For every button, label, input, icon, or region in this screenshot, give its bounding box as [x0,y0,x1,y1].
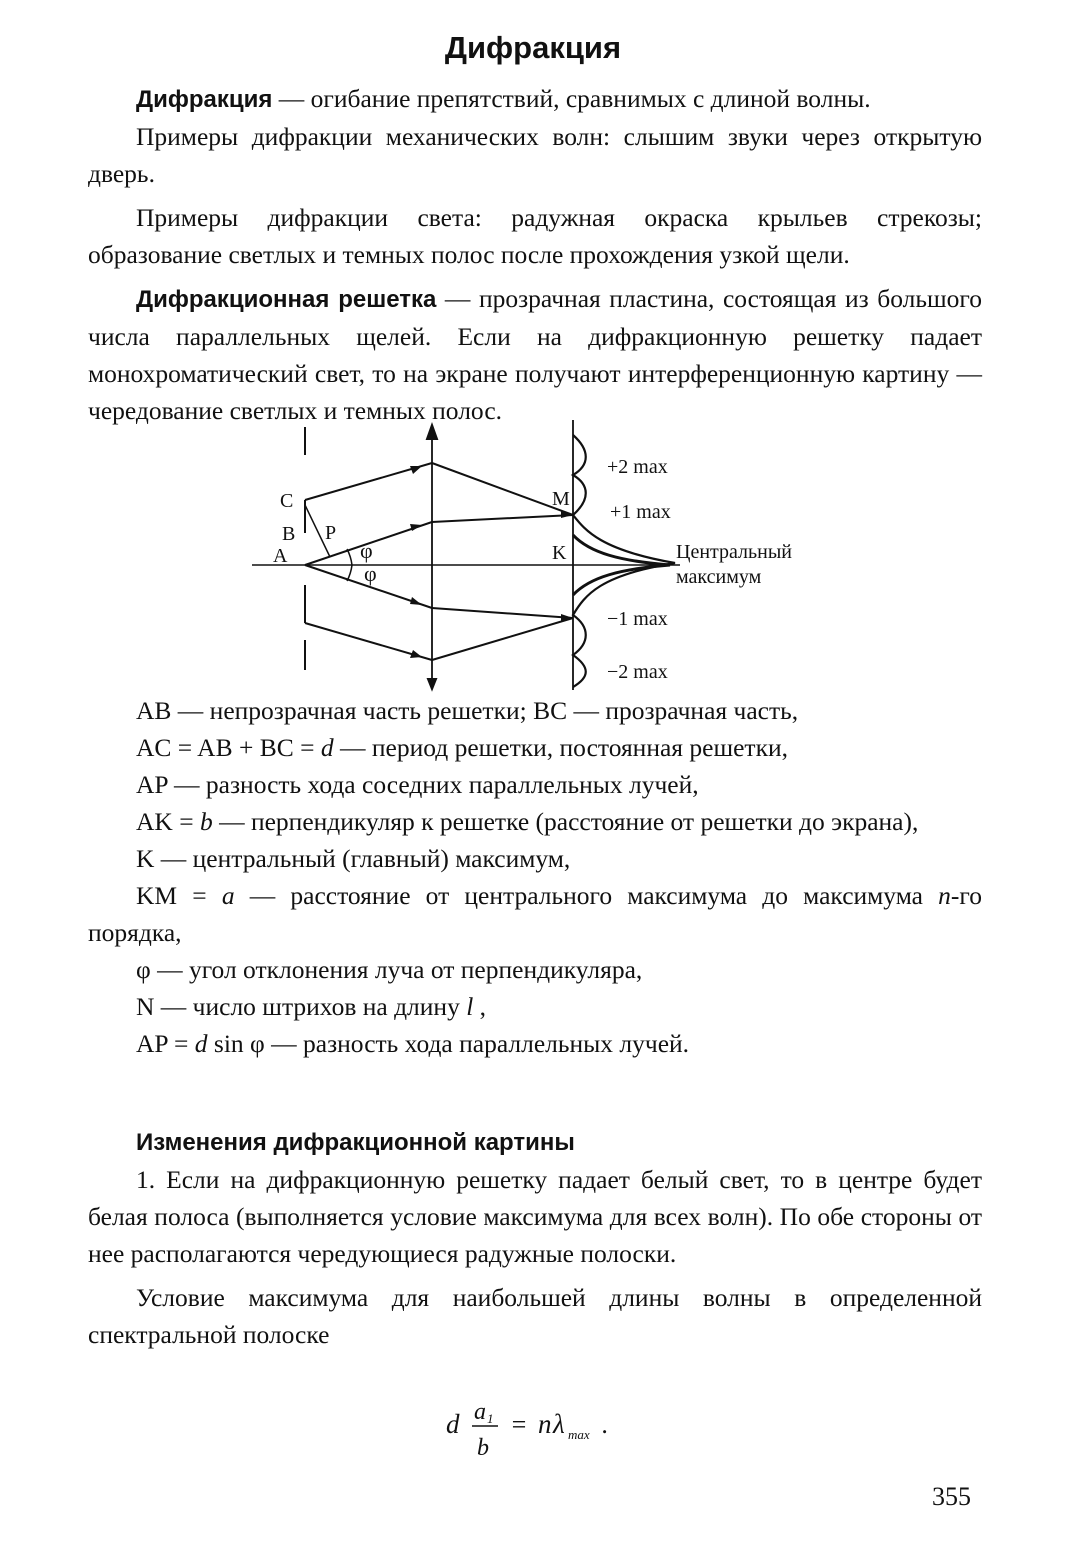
definition-ab: AB — непрозрачная часть решетки; BC — прозрачная часть, [136,696,799,725]
label-k: K [552,542,567,564]
section-paragraph-1: 1. Если на дифракционную решетку падает белый свет, то в центре будет белая полоса (выполняется условие максимума для всех волн). По обе стороны от нее располагаются чередующиеся радужные полоски. [88,1165,982,1268]
angle-arc-2 [347,565,352,581]
definition-ap: AP — разность хода соседних параллельных лучей, [136,770,699,799]
formula-a-sub: 1 [487,1411,494,1426]
label-phi-top: φ [360,538,373,563]
page-number: 355 [932,1482,971,1511]
arrowhead-4 [410,650,422,658]
label-phi-bottom: φ [364,561,377,586]
definition-phi: φ — угол отклонения луча от перпендикуляра, [136,955,643,984]
label-central-1: Центральный [676,541,793,563]
intro-text [88,80,982,429]
definition-ac: AC = AB + BC = d — период решетки, постоянная решетки, [136,733,788,762]
arrowhead-1 [410,466,422,474]
page-title: Дифракция [444,30,622,65]
label-m: M [552,488,570,510]
formula-equals: = [510,1410,528,1439]
formula-n: n [538,1409,552,1439]
section-changes [88,1124,982,1353]
ray-3b [432,608,573,618]
max-condition-formula [440,1395,640,1465]
formula-period: . [602,1410,609,1439]
formula-sub-max: max [568,1427,590,1442]
label-minus2-max: −2 max [607,661,668,683]
ray-4b [432,618,573,660]
formula-a: a [474,1399,486,1425]
definitions-list [88,692,982,1062]
paragraph-light: Примеры дифракции света: радужная окраска крыльев стрекозы; образование светлых и темных полос после прохождения узкой щели. [88,203,982,269]
arrowhead-3 [410,597,422,605]
diagram-svg [240,415,840,695]
diffraction-diagram [240,415,840,695]
paragraph-grating: Дифракционная решетка — прозрачная пластина, состоящая из большого числа параллельных щелей. Если на дифракционную решетку падает монохроматический свет, то на экране получают интерференционную картину — чередование светлых и темных полос. [88,284,982,425]
formula-b: b [477,1435,489,1461]
ray-2b [432,515,573,522]
section-heading: Изменения дифракционной картины [136,1129,575,1156]
label-a: A [273,545,288,567]
label-b: B [282,523,296,545]
label-minus1-max: −1 max [607,608,668,630]
arrowhead-2 [410,524,422,531]
paragraph-mechanical: Примеры дифракции механических волн: слышим звуки через открытую дверь. [88,122,982,188]
definition-km: KM = a — расстояние от центрального максимума до максимума n-го порядка, [88,881,982,947]
definition-ap-formula: AP = d sin φ — разность хода параллельных лучей. [136,1029,690,1058]
label-plus2-max: +2 max [607,456,668,478]
lens-arrow-top [427,425,437,439]
label-plus1-max: +1 max [610,501,671,523]
lens-arrow-bottom [428,679,436,689]
definition-ak: AK = b — перпендикуляр к решетке (расстояние от решетки до экрана), [136,807,919,836]
paragraph-definition: Дифракция — огибание препятствий, сравнимых с длиной волны. [136,84,871,113]
label-c: C [280,490,294,512]
definition-n: N — число штрихов на длину l , [136,992,487,1021]
label-p: P [325,522,337,544]
label-central-2: максимум [676,566,762,588]
formula-d: d [446,1409,460,1439]
section-paragraph-2: Условие максимума для наибольшей длины волны в определенной спектральной полоске [88,1283,982,1349]
definition-k: K — центральный (главный) максимум, [136,844,571,873]
angle-arc-1 [347,549,352,565]
formula-lambda: λ [553,1409,565,1439]
